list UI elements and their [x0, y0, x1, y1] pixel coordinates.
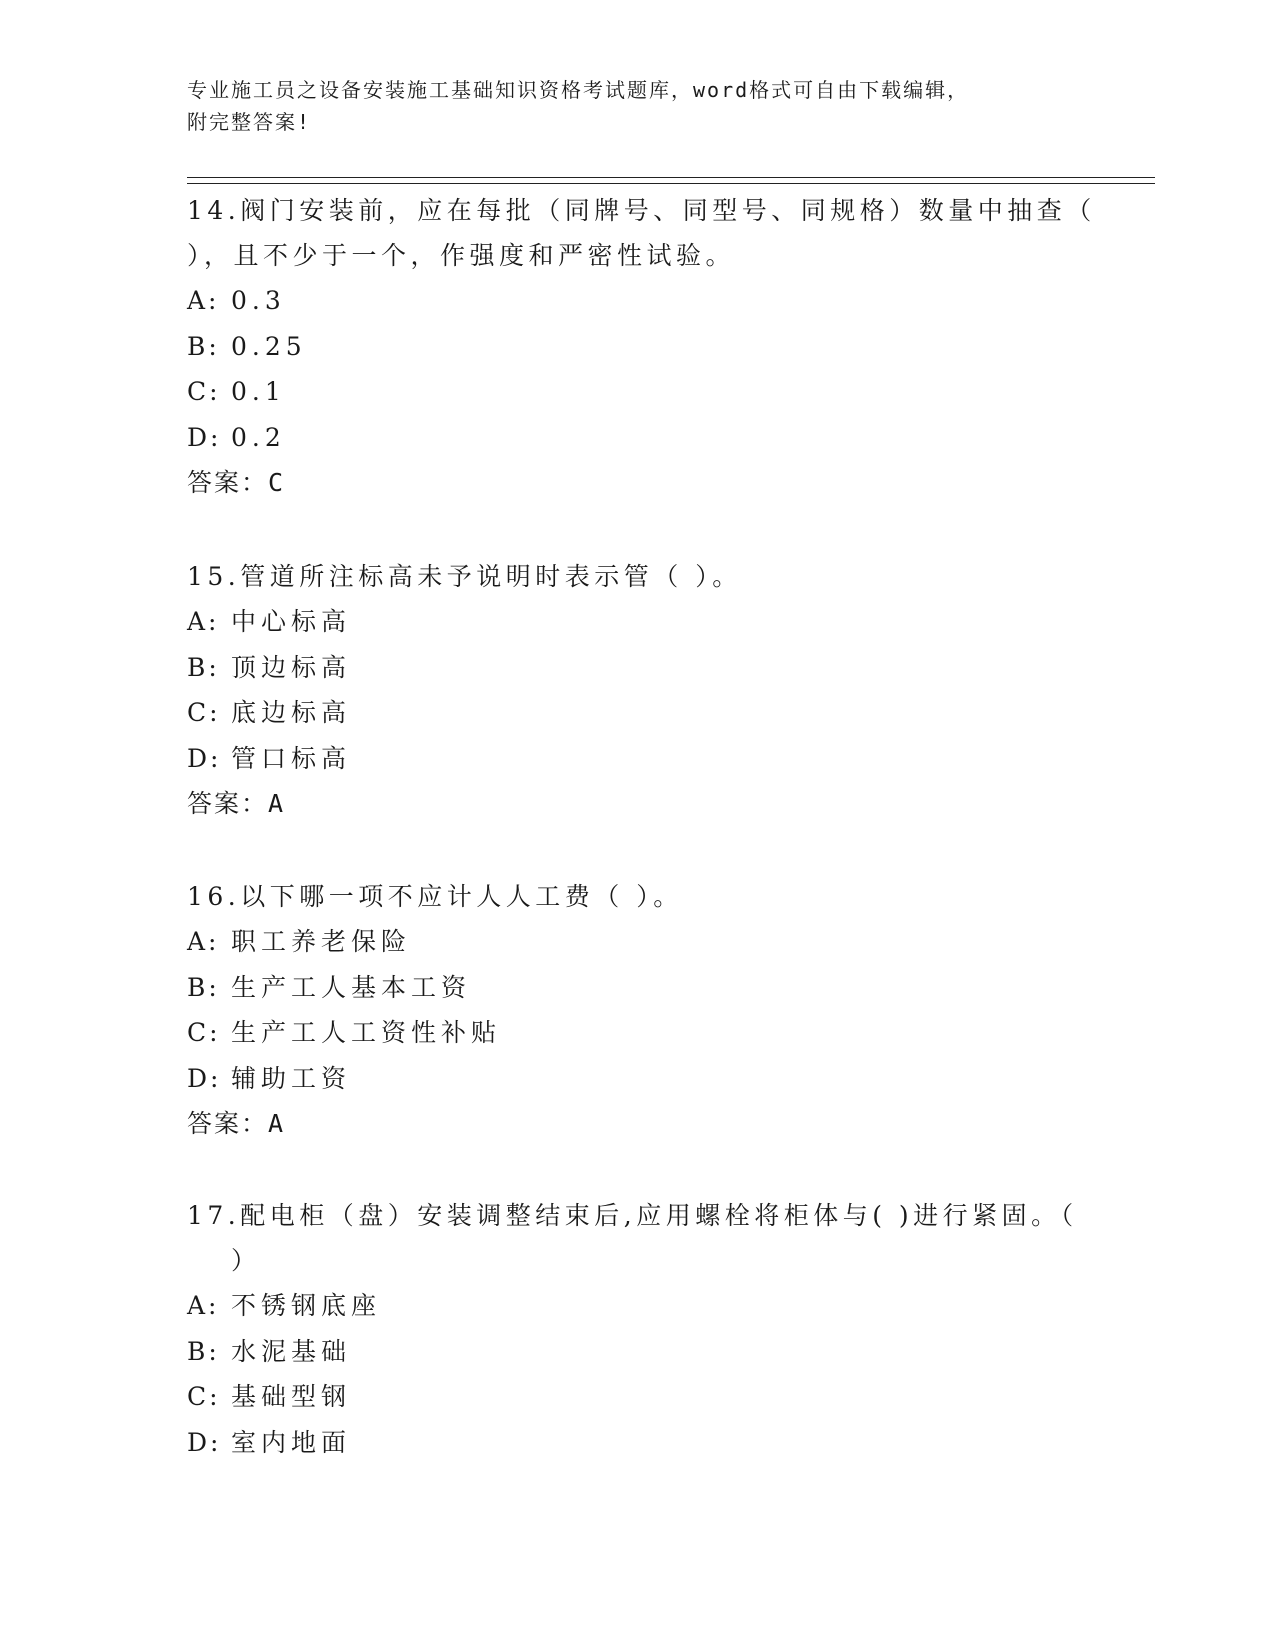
- option-value: 管口标高: [231, 743, 352, 773]
- header-divider-top: [187, 177, 1155, 178]
- option-b: [187, 324, 1087, 370]
- question-text: 16.以下哪一项不应计人人工费（ ）。: [187, 882, 683, 911]
- question-text-continued: ），且不少于一个，作强度和严密性试验。: [187, 241, 736, 270]
- option-value: 辅助工资: [231, 1063, 352, 1093]
- option-value: 生产工人基本工资: [231, 972, 472, 1002]
- header-divider-bottom: [187, 183, 1155, 184]
- header-line-1: 专业施工员之设备安装施工基础知识资格考试题库，word格式可自由下载编辑，: [187, 78, 970, 102]
- option-key: A:: [187, 927, 220, 956]
- document-header: [187, 74, 1067, 138]
- option-value: 0.3: [231, 286, 286, 315]
- option-value: 水泥基础: [231, 1336, 352, 1366]
- question-text-continued: ）: [231, 1246, 261, 1275]
- question-15: [187, 554, 1087, 826]
- option-value: 基础型钢: [231, 1382, 352, 1411]
- option-value: 室内地面: [231, 1427, 352, 1457]
- option-key: B:: [187, 972, 220, 1002]
- option-key: B:: [187, 652, 220, 682]
- option-d: [187, 1056, 1087, 1102]
- option-a: [187, 1283, 1087, 1329]
- option-b: [187, 1329, 1087, 1375]
- option-value: 0.1: [231, 377, 286, 406]
- option-value: 0.2: [231, 422, 286, 452]
- answer-line: [187, 1101, 1087, 1146]
- option-d: [187, 415, 1087, 461]
- answer-line: [187, 781, 1087, 826]
- question-16: [187, 874, 1087, 1146]
- question-text: 17.配电柜（盘）安装调整结束后,应用螺栓将柜体与( )进行紧固。（: [187, 1201, 1078, 1230]
- option-c: [187, 1374, 1087, 1420]
- option-key: A:: [187, 1291, 220, 1320]
- option-key: A:: [187, 286, 220, 315]
- option-b: [187, 645, 1087, 691]
- answer-value: C: [268, 468, 286, 497]
- question-17: [187, 1193, 1087, 1465]
- option-value: 生产工人工资性补贴: [231, 1018, 502, 1047]
- option-key: C:: [187, 377, 221, 406]
- option-value: 中心标高: [231, 607, 352, 636]
- option-key: D:: [187, 422, 222, 452]
- question-14: [187, 188, 1096, 505]
- option-key: D:: [187, 1063, 222, 1093]
- option-key: C:: [187, 698, 221, 727]
- header-line-2: 附完整答案!: [187, 110, 312, 134]
- option-a: [187, 919, 1087, 965]
- option-value: 职工养老保险: [231, 927, 412, 956]
- option-a: [187, 278, 1087, 324]
- option-key: B:: [187, 1336, 220, 1366]
- option-key: A:: [187, 607, 220, 636]
- answer-label: 答案：: [187, 1109, 269, 1138]
- option-value: 不锈钢底座: [231, 1291, 382, 1320]
- answer-line: [187, 460, 1087, 505]
- option-c: [187, 369, 1087, 415]
- option-key: B:: [187, 331, 220, 361]
- answer-value: A: [268, 1109, 286, 1138]
- option-key: C:: [187, 1382, 221, 1411]
- option-c: [187, 1010, 1087, 1056]
- option-key: D:: [187, 1427, 222, 1457]
- option-key: C:: [187, 1018, 221, 1047]
- question-text: 14.阀门安装前，应在每批（同牌号、同型号、同规格）数量中抽查（: [187, 196, 1096, 225]
- answer-value: A: [268, 789, 286, 818]
- question-text: 15.管道所注标高未予说明时表示管（ ）。: [187, 562, 742, 591]
- option-a: [187, 599, 1087, 645]
- option-value: 0.25: [231, 331, 307, 361]
- option-value: 底边标高: [231, 698, 352, 727]
- option-d: [187, 1420, 1087, 1466]
- option-d: [187, 736, 1087, 782]
- answer-label: 答案：: [187, 789, 269, 818]
- option-c: [187, 690, 1087, 736]
- option-key: D:: [187, 743, 222, 773]
- option-b: [187, 965, 1087, 1011]
- option-value: 顶边标高: [231, 652, 352, 682]
- answer-label: 答案：: [187, 468, 269, 497]
